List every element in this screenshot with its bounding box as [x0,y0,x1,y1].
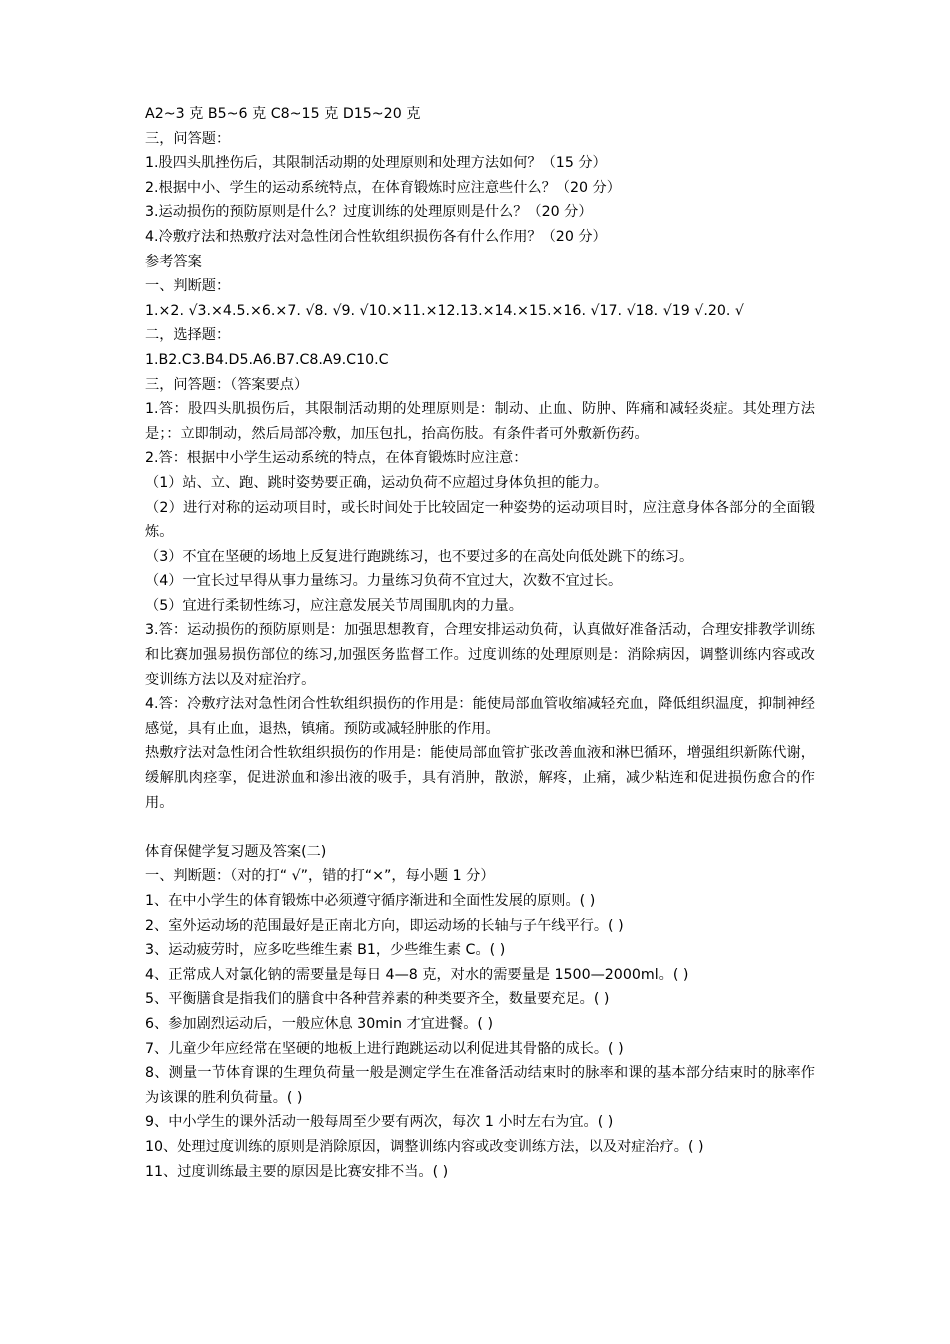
answer-4-heat: 热敷疗法对急性闭合性软组织损伤的作用是：能使局部血管扩张改善血液和淋巴循环，增强组织新陈代谢，缓解肌肉痉挛，促进淤血和渗出液的吸手，具有消肿，散淤，解疼，止痛，减少粘连和促进损伤愈合的作用。 [145,745,815,811]
answers-heading: 参考答案 [145,253,202,270]
part-two-title: 体育保健学复习题及答案(二) [145,843,327,860]
tf-item-7: 7、儿童少年应经常在坚硬的地板上进行跑跳运动以利促进其骨骼的成长。( ) [145,1040,624,1057]
section-heading-choice: 二，选择题： [145,327,231,344]
question-2: 2.根据中小、学生的运动系统特点，在体育锻炼时应注意些什么？（20 分） [145,179,621,196]
answer-3: 3.答：运动损伤的预防原则是：加强思想教育，合理安排运动负荷，认真做好准备活动，合理安排教学训练和比赛加强易损伤部位的练习,加强医务监督工作。过度训练的处理原则是：消除病因，调整训练内容或改变训练方法以及对症治疗。 [145,622,815,688]
document-page [145,102,815,1184]
answer-1: 1.答：股四头肌损伤后，其限制活动期的处理原则是：制动、止血、防肿、阵痛和减轻炎症。其处理方法是；：立即制动，然后局部冷敷，加压包扎，抬高伤肢。有条件者可外敷新伤药。 [145,401,815,442]
answer-2-point-3: （3）不宜在坚硬的场地上反复进行跑跳练习，也不要过多的在高处向低处跳下的练习。 [145,548,694,565]
choice-options-line: A2~3 克 B5~6 克 C8~15 克 D15~20 克 [145,106,421,122]
section-heading-qa-answers: 三，问答题：（答案要点） [145,376,309,393]
question-4: 4.冷敷疗法和热敷疗法对急性闭合性软组织损伤各有什么作用？（20 分） [145,228,607,245]
section-heading-qa: 三，问答题： [145,130,231,147]
tf-item-1: 1、在中小学生的体育锻炼中必须遵守循序渐进和全面性发展的原则。( ) [145,893,596,909]
tf-item-10: 10、处理过度训练的原则是消除原因，调整训练内容或改变训练方法，以及对症治疗。( ) [145,1138,704,1155]
tf-item-5: 5、平衡膳食是指我们的膳食中各种营养素的种类要齐全，数量要充足。( ) [145,991,610,1008]
answer-2-intro: 2.答：根据中小学生运动系统的特点，在体育锻炼时应注意： [145,450,528,467]
tf-item-8: 8、测量一节体育课的生理负荷量一般是测定学生在准备活动结束时的脉率和课的基本部分结束时的脉率作为该课的胜利负荷量。( ) [145,1065,815,1106]
question-3: 3.运动损伤的预防原则是什么？过度训练的处理原则是什么？（20 分） [145,204,593,221]
blank-line [145,815,815,840]
tf-item-4: 4、正常成人对氯化钠的需要量是每日 4—8 克，对水的需要量是 1500—2000ml。( ) [145,966,689,983]
choice-answers: 1.B2.C3.B4.D5.A6.B7.C8.A9.C10.C [145,351,389,368]
true-false-answers: 1.×2. √3.×4.5.×6.×7. √8. √9. √10.×11.×12.13.×14.×15.×16. √17. √18. √19 √.20. √ [145,302,744,319]
answer-4-cold: 4.答：冷敷疗法对急性闭合性软组织损伤的作用是：能使局部血管收缩减轻充血，降低组织温度，抑制神经感觉，具有止血，退热，镇痛。预防或减轻肿胀的作用。 [145,696,815,737]
question-1: 1.股四头肌挫伤后，其限制活动期的处理原则和处理方法如何？（15 分） [145,155,607,172]
answer-2-point-4: （4）一宜长过早得从事力量练习。力量练习负荷不宜过大，次数不宜过长。 [145,573,623,590]
tf-item-3: 3、运动疲劳时，应多吃些维生素 B1，少些维生素 C。( ) [145,942,506,959]
tf-item-2: 2、室外运动场的范围最好是正南北方向，即运动场的长轴与子午线平行。( ) [145,917,624,934]
answer-2-point-1: （1）站、立、跑、跳时姿势要正确，运动负荷不应超过身体负担的能力。 [145,474,609,491]
tf-item-9: 9、中小学生的课外活动一般每周至少要有两次，每次 1 小时左右为宜。( ) [145,1114,614,1131]
part-two-section-heading: 一、判断题：（对的打“ √”，错的打“×”，每小题 1 分） [145,868,495,885]
answer-2-point-2: （2）进行对称的运动项目时，或长时间处于比较固定一种姿势的运动项目时，应注意身体各部分的全面锻炼。 [145,499,815,541]
tf-item-6: 6、参加剧烈运动后，一般应休息 30min 才宜进餐。( ) [145,1015,493,1032]
answer-2-point-5: （5）宜进行柔韧性练习，应注意发展关节周围肌肉的力量。 [145,597,523,614]
tf-item-11: 11、过度训练最主要的原因是比赛安排不当。( ) [145,1163,449,1180]
section-heading-true-false: 一、判断题： [145,278,231,295]
